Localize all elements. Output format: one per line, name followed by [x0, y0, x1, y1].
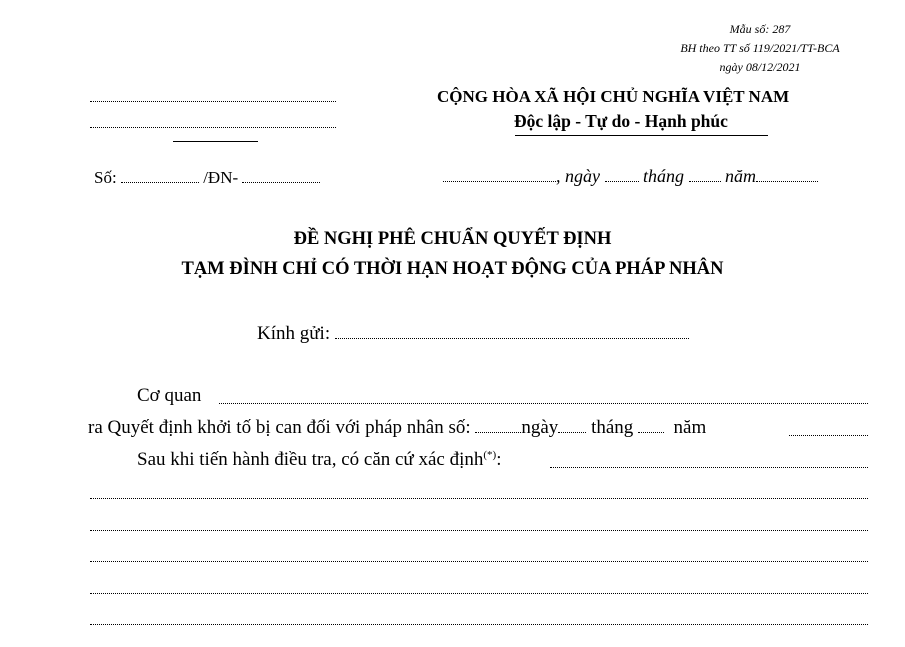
content-line-5[interactable]	[90, 624, 868, 625]
number-code-field[interactable]	[242, 181, 320, 183]
nation-motto: Độc lập - Tự do - Hạnh phúc	[514, 111, 728, 131]
form-meta	[640, 20, 880, 77]
recipient-line	[257, 323, 689, 345]
content-line-1[interactable]	[90, 498, 868, 499]
footnote-mark: (*)	[483, 449, 497, 461]
form-number: Mẫu số: 287	[729, 22, 791, 36]
recipient-field[interactable]	[335, 337, 689, 339]
decision-day-field[interactable]	[558, 431, 586, 433]
motto-underline	[515, 135, 768, 136]
decision-number-field[interactable]	[475, 431, 521, 433]
document-title-line-1: ĐỀ NGHỊ PHÊ CHUẨN QUYẾT ĐỊNH	[293, 229, 612, 249]
content-line-2[interactable]	[90, 530, 868, 531]
place-date	[443, 166, 818, 187]
investigation-colon: :	[496, 449, 502, 470]
decision-nam-label: năm	[673, 417, 707, 438]
agency-name-line-1[interactable]	[90, 101, 336, 102]
investigation-field[interactable]	[550, 467, 868, 468]
investigation-line	[137, 449, 502, 471]
reference-number	[94, 168, 320, 188]
date-nam-label: năm	[725, 166, 757, 186]
decision-month-field[interactable]	[638, 431, 664, 433]
number-field[interactable]	[121, 181, 199, 183]
content-line-3[interactable]	[90, 561, 868, 562]
agency-field[interactable]	[219, 403, 868, 404]
agency-underline	[173, 141, 258, 142]
recipient-label: Kính gửi:	[257, 323, 331, 344]
decision-text: ra Quyết định khởi tố bị can đối với pháp nhân số:	[88, 417, 471, 438]
form-issued-by: BH theo TT số 119/2021/TT-BCA	[680, 41, 840, 55]
decision-year-field[interactable]	[789, 435, 868, 436]
agency-name-line-2[interactable]	[90, 127, 336, 128]
date-thang-label: tháng	[643, 166, 685, 186]
place-field[interactable]	[443, 180, 556, 182]
date-month-field[interactable]	[689, 180, 721, 182]
decision-ngay-label: ngày	[521, 417, 559, 438]
date-ngay-label: , ngày	[556, 166, 600, 186]
date-year-field[interactable]	[756, 180, 818, 182]
form-issue-date: ngày 08/12/2021	[719, 60, 801, 74]
nation-name: CỘNG HÒA XÃ HỘI CHỦ NGHĨA VIỆT NAM	[437, 87, 790, 106]
agency-line	[137, 385, 201, 407]
decision-thang-label: tháng	[591, 417, 634, 438]
investigation-text: Sau khi tiến hành điều tra, có căn cứ xác định	[137, 449, 484, 470]
date-day-field[interactable]	[605, 180, 639, 182]
content-line-4[interactable]	[90, 593, 868, 594]
number-suffix: /ĐN-	[203, 168, 239, 187]
agency-label: Cơ quan	[137, 385, 202, 406]
number-label: Số:	[94, 168, 117, 187]
decision-line	[88, 417, 706, 439]
document-title-line-2: TẠM ĐÌNH CHỈ CÓ THỜI HẠN HOẠT ĐỘNG CỦA PHÁP NHÂN	[181, 259, 724, 279]
